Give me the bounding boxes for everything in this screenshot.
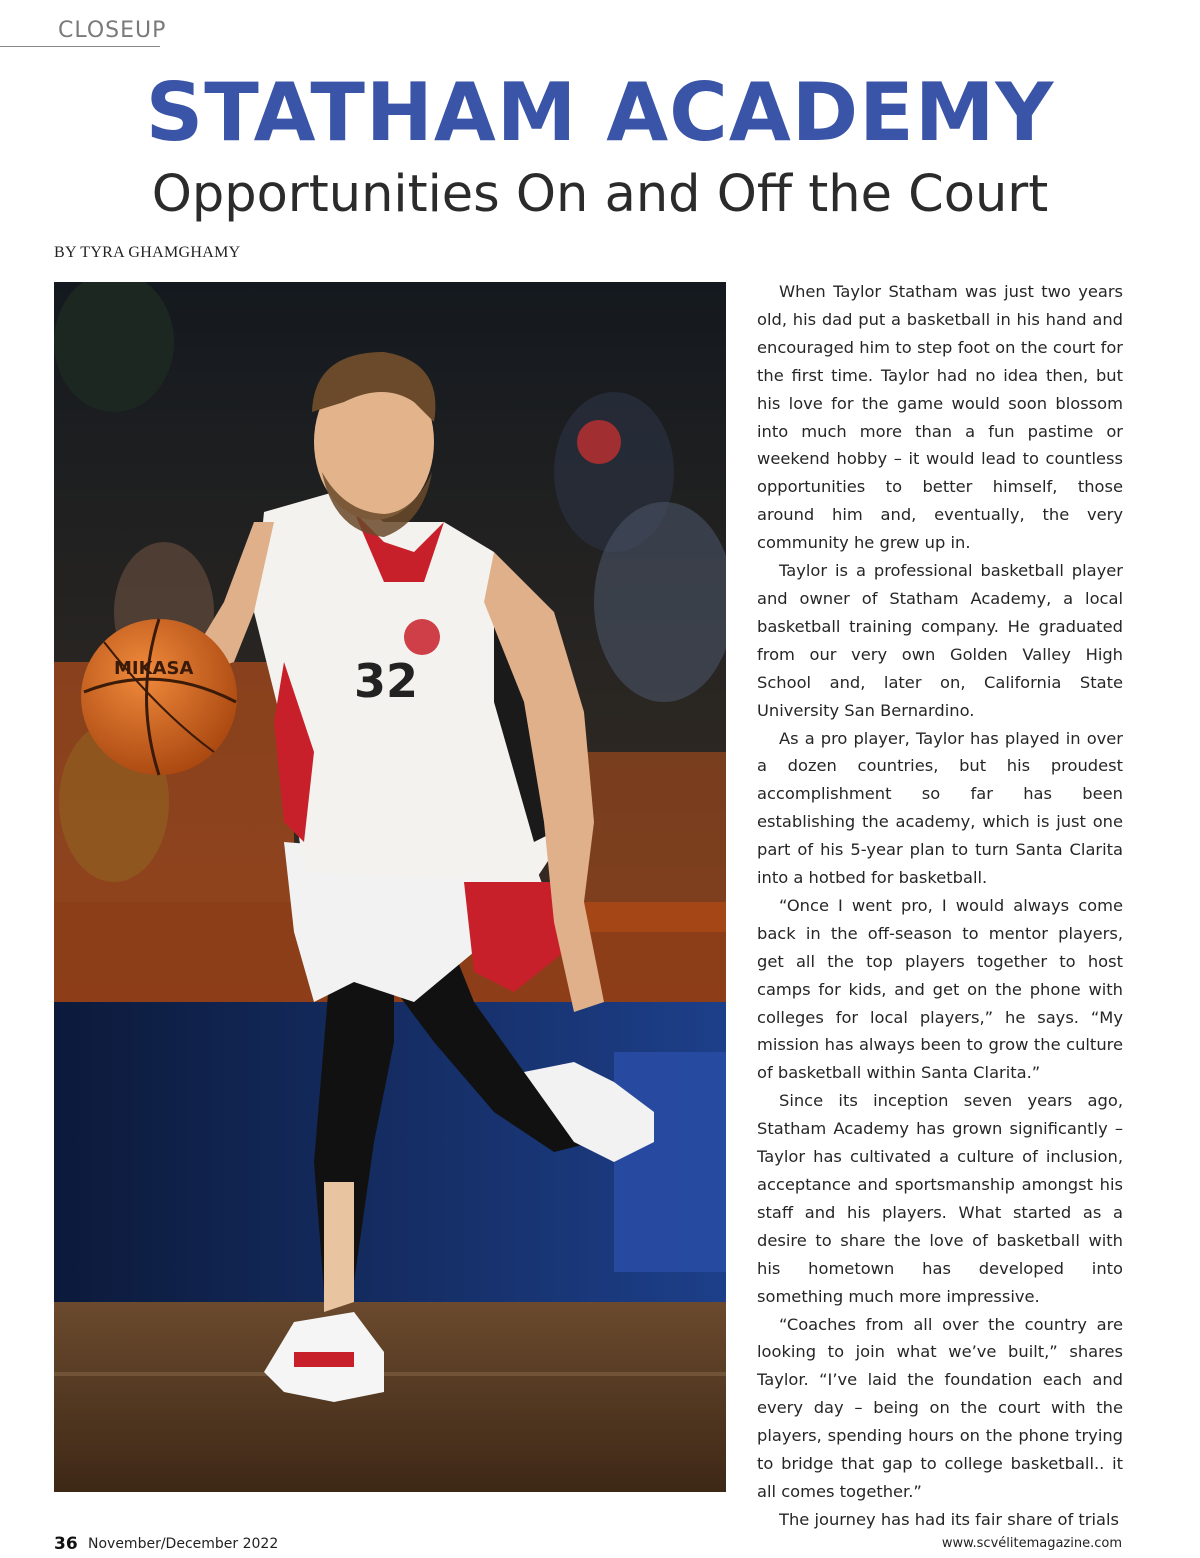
page-number: 36	[54, 1534, 78, 1554]
section-rule	[0, 46, 160, 47]
section-tag: CLOSEUP	[58, 18, 167, 43]
page-subtitle: Opportunities On and Off the Court	[151, 165, 1049, 224]
article-paragraph: Taylor is a professional basketball player and owner of Statham Academy, a local basketball training company. He graduated from our very own Golden Valley High School and, later on, California State University San Bernardino.	[757, 561, 1123, 720]
page-title: STATHAM ACADEMY	[145, 66, 1055, 159]
website-url: www.scvélitemagazine.com	[941, 1536, 1122, 1551]
article-paragraph: As a pro player, Taylor has played in over a dozen countries, but his proudest accomplishment so far has been establishing the academy, which is just one part of his 5-year plan to turn Santa Clarita into a hotbed for basketball.	[757, 728, 1123, 888]
article-body	[757, 278, 1123, 1534]
basketball-player-illustration	[54, 282, 726, 1492]
article-paragraph: “Once I went pro, I would always come back in the off-season to mentor players, get all the top players together to host camps for kids, and get on the phone with colleges for local players,” he says. “My mission has always been to grow the culture of basketball within Santa Clarita.”	[757, 895, 1123, 1083]
article-paragraph: Since its inception seven years ago, Statham Academy has grown significantly – Taylor has cultivated a culture of inclusion, acceptance and sportsmanship amongst his staff and his players. What started as a desire to share the love of basketball with his hometown has developed into something much more impressive.	[757, 1091, 1123, 1306]
feature-photo	[54, 282, 726, 1492]
jersey-number: 32	[354, 654, 419, 708]
article-paragraph: When Taylor Statham was just two years old, his dad put a basketball in his hand and encouraged him to step foot on the court for the first time. Taylor had no idea then, but his love for the game would soon blossom into much more than a fun pastime or weekend hobby – it would lead to countless opportunities to better himself, those around him and, eventually, the very community he grew up in.	[757, 282, 1123, 553]
article-paragraph: “Coaches from all over the country are looking to join what we’ve built,” shares Taylor. “I’ve laid the foundation each and every day – being on the court with the players, spending hours on the phone trying to bridge that gap to college basketball.. it all comes together.”	[757, 1314, 1123, 1501]
byline: BY TYRA GHAMGHAMY	[54, 244, 241, 261]
article-paragraph: The journey has had its fair share of trials	[779, 1509, 1119, 1529]
ball-brand: MIKASA	[114, 658, 194, 679]
issue-date: November/December 2022	[88, 1536, 279, 1552]
